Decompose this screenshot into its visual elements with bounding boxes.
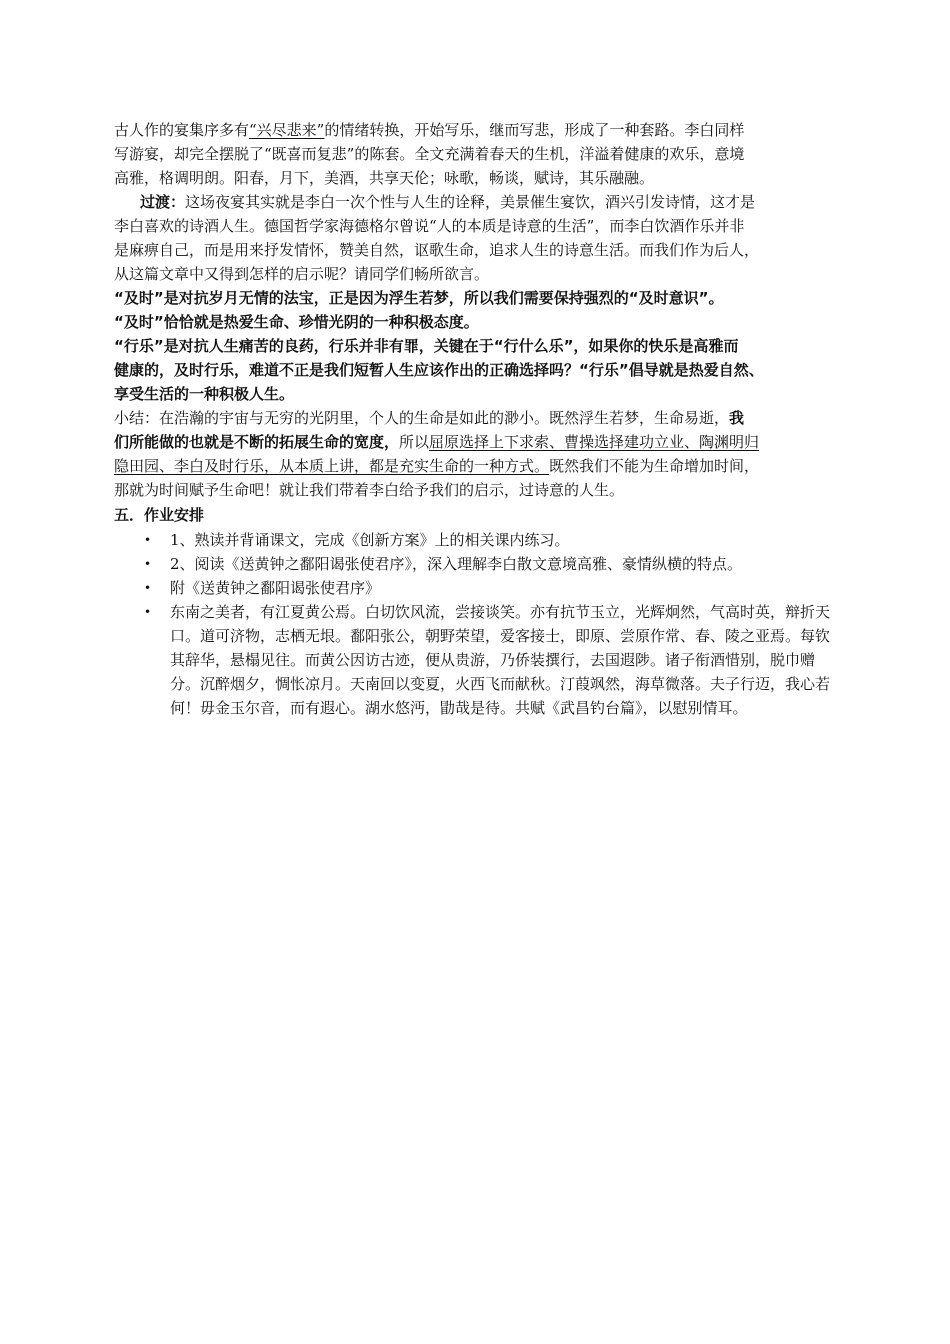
transition-label: 过渡： xyxy=(140,193,186,211)
bullet-icon: • xyxy=(144,557,152,571)
underlined-quote: “兴尽悲来” xyxy=(249,121,325,139)
underlined-text: 屈原选择上下求索、曹操选择建功立业、陶渊明归 xyxy=(429,433,760,451)
list-item-text: 东南之美者，有江夏黄公焉。白切饮风流，尝接谈笑。亦有抗节玉立，光辉炯然，气高时英，辩折天口。道可济物，志栖无垠。鄱阳张公，朝野荣望，爱客接士，即原、尝原作常、春、陵之亚焉。每钦其辞华，悬榻见往。而黄公因访古迹，便从贵游，乃侨装撰行，去国遐陟。诸子衔酒惜别，脱巾赠分。沉醉烟夕，惆怅凉月。天南回以变夏，火西飞而献秋。汀葭飒然，海草微落。夫子行迈，我心若何！毋金玉尔音，而有遐心。湖水悠沔，勖哉是待。共赋《武昌钓台篇》，以慰别情耳。 xyxy=(170,603,831,717)
bold-line: “及时”是对抗岁月无情的法宝，正是因为浮生若梦，所以我们需要保持强烈的“及时意识”。 xyxy=(114,289,724,307)
bold-line: “行乐”是对抗人生痛苦的良药，行乐并非有罪，关键在于“行什么乐”，如果你的快乐是高雅而 xyxy=(114,337,739,355)
text: 这场夜宴其实就是李白一次个性与人生的诠释，美景催生宴饮，酒兴引发诗情，这才是 xyxy=(185,193,756,211)
text: 古人作的宴集序多有 xyxy=(114,121,250,139)
bold-text: 我 xyxy=(729,409,745,427)
summary-line xyxy=(114,406,840,430)
text: 既然我们不能为生命增加时间， xyxy=(549,457,760,475)
paragraph-line xyxy=(114,118,840,142)
bullet-icon: • xyxy=(144,581,152,595)
paragraph-line: 高雅，格调明朗。阳春，月下，美酒，共享天伦；咏歌，畅谈，赋诗，其乐融融。 xyxy=(114,169,655,187)
list-item xyxy=(114,576,840,600)
bold-text: 们所能做的也就是不断的拓展生命的宽度， xyxy=(114,433,400,451)
list-item-text: 附《送黄钟之鄱阳谒张使君序》 xyxy=(170,579,381,597)
document-page xyxy=(114,118,840,720)
bold-line: 享受生活的一种积极人生。 xyxy=(114,385,295,403)
paragraph-line: 李白喜欢的诗酒人生。德国哲学家海德格尔曾说“人的本质是诗意的生活”，而李白饮酒作乐并非 xyxy=(114,217,745,235)
list-item xyxy=(114,552,840,576)
summary-line xyxy=(114,430,840,454)
bold-line: “及时”恰恰就是热爱生命、珍惜光阴的一种积极态度。 xyxy=(114,313,479,331)
text: 小结：在浩瀚的宇宙与无穷的光阴里，个人的生命是如此的渺小。既然浮生若梦，生命易逝， xyxy=(114,409,730,427)
list-item-text: 1、熟读并背诵课文，完成《创新方案》上的相关课内练习。 xyxy=(170,531,570,549)
section-heading: 五．作业安排 xyxy=(114,506,205,524)
paragraph-line: 从这篇文章中又得到怎样的启示呢？请同学们畅所欲言。 xyxy=(114,265,490,283)
list-item xyxy=(114,600,840,720)
text: 的情绪转换，开始写乐，继而写悲，形成了一种套路。李白同样 xyxy=(324,121,745,139)
summary-line xyxy=(114,454,840,478)
list-item xyxy=(114,528,840,552)
homework-list xyxy=(114,528,840,720)
paragraph-line: 是麻痹自己，而是用来抒发情怀，赞美自然，讴歌生命，追求人生的诗意生活。而我们作为后人， xyxy=(114,241,760,259)
bullet-icon: • xyxy=(144,605,152,619)
bullet-icon: • xyxy=(144,533,152,547)
transition-line xyxy=(114,190,840,214)
underlined-text: 隐田园、李白及时行乐，从本质上讲，都是充实生命的一种方式。 xyxy=(114,457,550,475)
text: 所以 xyxy=(399,433,430,451)
bold-line: 健康的，及时行乐，难道不正是我们短暂人生应该作出的正确选择吗？“行乐”倡导就是热爱自然、 xyxy=(114,361,764,379)
list-item-text: 2、阅读《送黄钟之鄱阳谒张使君序》，深入理解李白散文意境高雅、豪情纵横的特点。 xyxy=(170,555,743,573)
paragraph-line: 写游宴，却完全摆脱了“既喜而复悲”的陈套。全文充满着春天的生机，洋溢着健康的欢乐，意境 xyxy=(114,145,745,163)
summary-line: 那就为时间赋予生命吧！就让我们带着李白给予我们的启示，过诗意的人生。 xyxy=(114,481,625,499)
